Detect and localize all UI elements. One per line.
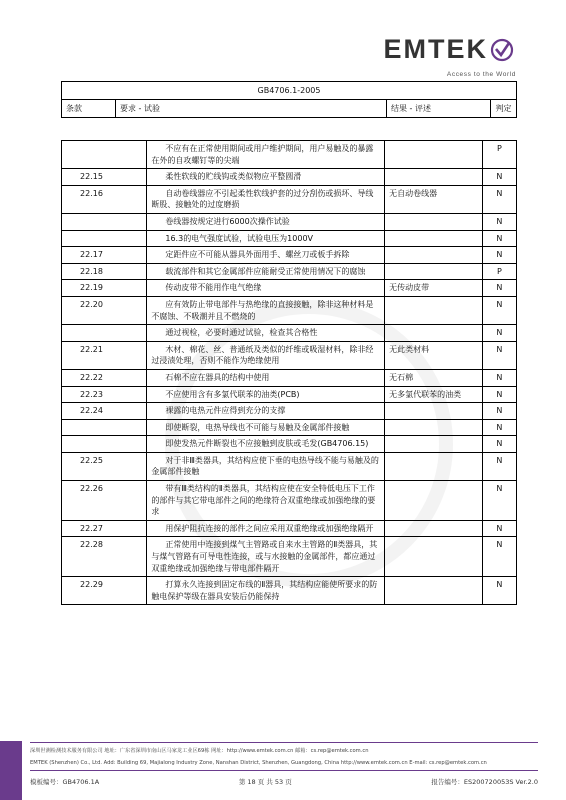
verdict-cell: N — [482, 436, 516, 453]
clause-cell: 22.24 — [62, 403, 147, 420]
col-clause-header: 条款 — [62, 100, 116, 118]
requirement-cell: 卷线器按规定进行6000次操作试验 — [147, 213, 385, 230]
requirement-cell: 定距件应不可能从器具外面用手、螺丝刀或板手拆除 — [147, 247, 385, 264]
footer-divider-2 — [30, 770, 538, 771]
result-cell — [385, 537, 483, 577]
table-row — [62, 169, 517, 186]
verdict-cell: N — [482, 419, 516, 436]
clause-cell — [62, 213, 147, 230]
table-row — [62, 452, 517, 480]
table-row — [62, 280, 517, 297]
table-row — [62, 369, 517, 386]
table-row — [62, 296, 517, 324]
clause-cell: 22.23 — [62, 386, 147, 403]
verdict-cell: P — [482, 263, 516, 280]
result-cell — [385, 481, 483, 521]
checkmark-logo-icon — [490, 38, 514, 62]
emtek-logo — [384, 34, 515, 65]
verdict-cell: N — [482, 452, 516, 480]
clause-cell: 22.20 — [62, 296, 147, 324]
requirements-table — [61, 140, 517, 605]
clause-cell: 22.16 — [62, 185, 147, 213]
requirement-cell: 柔性软线的贮线钩或类似物应平整圆滑 — [147, 169, 385, 186]
table-row — [62, 481, 517, 521]
brand-tagline: Access to the World — [446, 71, 516, 78]
result-cell: 无多氯代联苯的油类 — [385, 386, 483, 403]
table-row — [62, 230, 517, 247]
clause-cell — [62, 230, 147, 247]
page-number: 第 18 页 共 53 页 — [238, 778, 292, 786]
footer-divider — [30, 742, 538, 743]
requirement-cell: 不应使用含有多氯代联苯的油类(PCB) — [147, 386, 385, 403]
report-header-table — [61, 81, 517, 118]
requirement-cell: 裸露的电热元件应得到充分的支撑 — [147, 403, 385, 420]
result-cell — [385, 452, 483, 480]
verdict-cell: N — [482, 169, 516, 186]
requirement-cell: 木材、棉花、丝、普通纸及类似的纤维或吸湿材料，除非经过浸渍处理，否则不能作为绝缘使用 — [147, 341, 385, 369]
verdict-cell: N — [482, 403, 516, 420]
result-cell — [385, 403, 483, 420]
result-cell: 无自动卷线器 — [385, 185, 483, 213]
requirement-cell: 石棉不应在器具的结构中使用 — [147, 369, 385, 386]
result-cell — [385, 577, 483, 605]
verdict-cell: N — [482, 280, 516, 297]
result-cell: 无石棉 — [385, 369, 483, 386]
requirement-cell: 正常使用中连接到煤气主管路或自来水主管路的Ⅱ类器具，其与煤气管路有可导电性连接，或与水接触的金属部件，都应通过双重绝缘或加强绝缘与带电部件隔开 — [147, 537, 385, 577]
clause-cell: 22.22 — [62, 369, 147, 386]
verdict-cell: N — [482, 341, 516, 369]
clause-cell: 22.15 — [62, 169, 147, 186]
requirement-cell: 通过视检，必要时通过试验，检查其合格性 — [147, 325, 385, 342]
template-number: 模板编号：GB4706.1A — [30, 778, 100, 786]
verdict-cell: N — [482, 481, 516, 521]
clause-cell — [62, 419, 147, 436]
requirement-cell: 传动皮带不能用作电气绝缘 — [147, 280, 385, 297]
requirement-cell: 载流部件和其它金属部件应能耐受正常使用情况下的腐蚀 — [147, 263, 385, 280]
col-verdict-header: 判定 — [491, 100, 517, 118]
clause-cell: 22.17 — [62, 247, 147, 264]
footer-address-cn: 深圳世测检测技术服务有限公司 地址：广东省深圳市南山区马家龙工业区69栋 网址：http://www.emtek.com.cn 邮箱：cs.rep@emtek.com.cn — [30, 748, 369, 754]
requirement-cell: 带有Ⅲ类结构的Ⅱ类器具，其结构应使在安全特低电压下工作的部件与其它带电部件之间的绝缘符合双重绝缘或加强绝缘的要求 — [147, 481, 385, 521]
verdict-cell: N — [482, 325, 516, 342]
table-row — [62, 386, 517, 403]
result-cell — [385, 169, 483, 186]
requirement-cell: 应有效防止带电部件与热绝缘的直接接触，除非这种材料是不腐蚀、不吸潮并且不燃烧的 — [147, 296, 385, 324]
verdict-cell: N — [482, 537, 516, 577]
table-row — [62, 213, 517, 230]
table-row — [62, 419, 517, 436]
verdict-cell: N — [482, 213, 516, 230]
clause-cell: 22.28 — [62, 537, 147, 577]
table-row — [62, 247, 517, 264]
verdict-cell: P — [482, 141, 516, 169]
verdict-cell: N — [482, 369, 516, 386]
result-cell — [385, 141, 483, 169]
table-row — [62, 436, 517, 453]
table-row — [62, 141, 517, 169]
result-cell — [385, 230, 483, 247]
col-requirement-header: 要求 - 试验 — [116, 100, 387, 118]
requirement-cell: 即使断裂，电热导线也不可能与易触及金属部件接触 — [147, 419, 385, 436]
requirement-cell: 用保护阻抗连接的部件之间应采用双重绝缘或加强绝缘隔开 — [147, 520, 385, 537]
table-row — [62, 263, 517, 280]
verdict-cell: N — [482, 296, 516, 324]
requirement-cell: 不应有在正常使用期间或用户维护期间，用户易触及的暴露在外的自攻螺钉等的尖端 — [147, 141, 385, 169]
result-cell — [385, 520, 483, 537]
footer-accent-bar — [0, 741, 22, 800]
table-row — [62, 520, 517, 537]
clause-cell — [62, 141, 147, 169]
brand-name: EMTEK — [383, 34, 488, 64]
verdict-cell: N — [482, 230, 516, 247]
table-row — [62, 403, 517, 420]
table-row — [62, 185, 517, 213]
requirement-cell: 16.3的电气强度试验，试验电压为1000V — [147, 230, 385, 247]
footer-address-en: EMTEK (Shenzhen) Co., Ltd. Add: Building 69, Majialong Industry Zone, Nanshan District, Shenzhen, Guangdong, China http://www.emtek.com.cn E-mail: cs.rep@emtek.com.cn — [30, 760, 487, 766]
table-row — [62, 341, 517, 369]
verdict-cell: N — [482, 577, 516, 605]
result-cell — [385, 419, 483, 436]
result-cell — [385, 247, 483, 264]
clause-cell: 22.21 — [62, 341, 147, 369]
requirement-cell: 即使发热元件断裂也不应接触到皮肤或毛发(GB4706.15) — [147, 436, 385, 453]
verdict-cell: N — [482, 386, 516, 403]
clause-cell — [62, 436, 147, 453]
table-row — [62, 537, 517, 577]
result-cell — [385, 436, 483, 453]
clause-cell: 22.19 — [62, 280, 147, 297]
clause-cell: 22.25 — [62, 452, 147, 480]
requirement-cell: 自动卷线器应不引起柔性软线护套的过分刮伤或损坏、导线断股、接触处的过度磨损 — [147, 185, 385, 213]
clause-cell: 22.29 — [62, 577, 147, 605]
result-cell: 无此类材料 — [385, 341, 483, 369]
table-row — [62, 325, 517, 342]
result-cell — [385, 263, 483, 280]
verdict-cell: N — [482, 520, 516, 537]
result-cell — [385, 296, 483, 324]
standard-number: GB4706.1-2005 — [62, 82, 517, 100]
table-row — [62, 577, 517, 605]
clause-cell: 22.18 — [62, 263, 147, 280]
clause-cell — [62, 325, 147, 342]
clause-cell: 22.27 — [62, 520, 147, 537]
requirement-cell: 对于非Ⅲ类器具，其结构应使下垂的电热导线不能与易触及的金属部件接触 — [147, 452, 385, 480]
clause-cell: 22.26 — [62, 481, 147, 521]
result-cell — [385, 325, 483, 342]
requirement-cell: 打算永久连接到固定布线的Ⅱ器具，其结构应能使所要求的防触电保护等级在器具安装后仍能保持 — [147, 577, 385, 605]
report-number: 报告编号：ES200720053S Ver.2.0 — [431, 778, 538, 786]
verdict-cell: N — [482, 247, 516, 264]
result-cell: 无传动皮带 — [385, 280, 483, 297]
col-result-header: 结果 - 评述 — [387, 100, 491, 118]
verdict-cell: N — [482, 185, 516, 213]
result-cell — [385, 213, 483, 230]
footer-info — [30, 777, 538, 786]
